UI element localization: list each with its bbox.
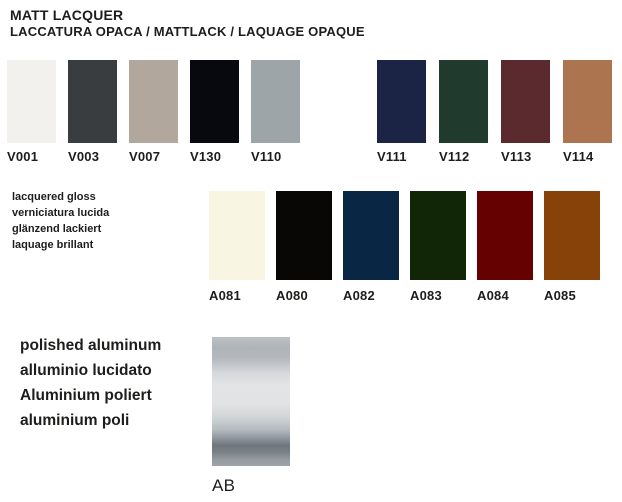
swatch-chip-v112 xyxy=(439,60,488,143)
swatch-cell-v112 xyxy=(439,60,488,164)
gloss-label-line-de: glänzend lackiert xyxy=(12,223,102,235)
swatch-chip-v114 xyxy=(563,60,612,143)
gloss-label-line-en: lacquered gloss xyxy=(12,191,96,203)
swatch-cell-v130 xyxy=(190,60,239,164)
swatch-cell-a080 xyxy=(276,191,332,303)
aluminum-label-line-fr: aluminium poli xyxy=(20,412,130,429)
matt-swatch-group-right xyxy=(377,60,612,164)
swatch-chip-v001 xyxy=(7,60,56,143)
swatch-cell-a083 xyxy=(410,191,466,303)
swatch-cell-a084 xyxy=(477,191,533,303)
swatch-code-v001: V001 xyxy=(7,149,39,164)
swatch-code-a080: A080 xyxy=(276,288,308,303)
swatch-code-v112: V112 xyxy=(439,149,470,164)
swatch-code-a081: A081 xyxy=(209,288,241,303)
swatch-chip-v130 xyxy=(190,60,239,143)
page-header xyxy=(10,7,365,40)
swatch-cell-v114 xyxy=(563,60,612,164)
swatch-chip-a080 xyxy=(276,191,332,280)
swatch-chip-v007 xyxy=(129,60,178,143)
swatch-cell-a085 xyxy=(544,191,600,303)
swatch-chip-a085 xyxy=(544,191,600,280)
swatch-chip-a084 xyxy=(477,191,533,280)
aluminum-label-line-de: Aluminium poliert xyxy=(20,387,152,404)
aluminum-label-line-it: alluminio lucidato xyxy=(20,362,152,379)
aluminum-section-label xyxy=(20,333,161,433)
swatch-code-a082: A082 xyxy=(343,288,375,303)
swatch-code-v130: V130 xyxy=(190,149,222,164)
gloss-label-line-it: verniciatura lucida xyxy=(12,207,110,219)
swatch-code-v114: V114 xyxy=(563,149,594,164)
swatch-chip-a082 xyxy=(343,191,399,280)
swatch-chip-a083 xyxy=(410,191,466,280)
swatch-cell-v110 xyxy=(251,60,300,164)
swatch-cell-a081 xyxy=(209,191,265,303)
swatch-code-ab: AB xyxy=(212,476,236,495)
swatch-chip-ab xyxy=(212,337,290,466)
matt-swatch-group-left xyxy=(7,60,300,164)
swatch-cell-a082 xyxy=(343,191,399,303)
swatch-chip-v113 xyxy=(501,60,550,143)
swatch-code-a083: A083 xyxy=(410,288,442,303)
swatch-code-a085: A085 xyxy=(544,288,576,303)
gloss-swatch-group xyxy=(209,191,600,303)
page-subtitle: LACCATURA OPACA / MATTLACK / LAQUAGE OPAQUE xyxy=(10,24,365,39)
gloss-section-label xyxy=(12,189,109,253)
swatch-code-v111: V111 xyxy=(377,149,407,164)
swatch-code-v113: V113 xyxy=(501,149,532,164)
gloss-label-line-fr: laquage brillant xyxy=(12,239,94,251)
swatch-cell-v111 xyxy=(377,60,426,164)
swatch-chip-v110 xyxy=(251,60,300,143)
swatch-chip-v111 xyxy=(377,60,426,143)
aluminum-label-line-en: polished aluminum xyxy=(20,337,162,354)
swatch-cell-v003 xyxy=(68,60,117,164)
swatch-cell-v113 xyxy=(501,60,550,164)
swatch-chip-a081 xyxy=(209,191,265,280)
page-title: MATT LACQUER xyxy=(10,7,124,23)
swatch-chip-v003 xyxy=(68,60,117,143)
swatch-code-a084: A084 xyxy=(477,288,509,303)
swatch-code-v110: V110 xyxy=(251,149,282,164)
swatch-cell-v001 xyxy=(7,60,56,164)
swatch-code-v007: V007 xyxy=(129,149,161,164)
swatch-code-v003: V003 xyxy=(68,149,100,164)
swatch-cell-v007 xyxy=(129,60,178,164)
